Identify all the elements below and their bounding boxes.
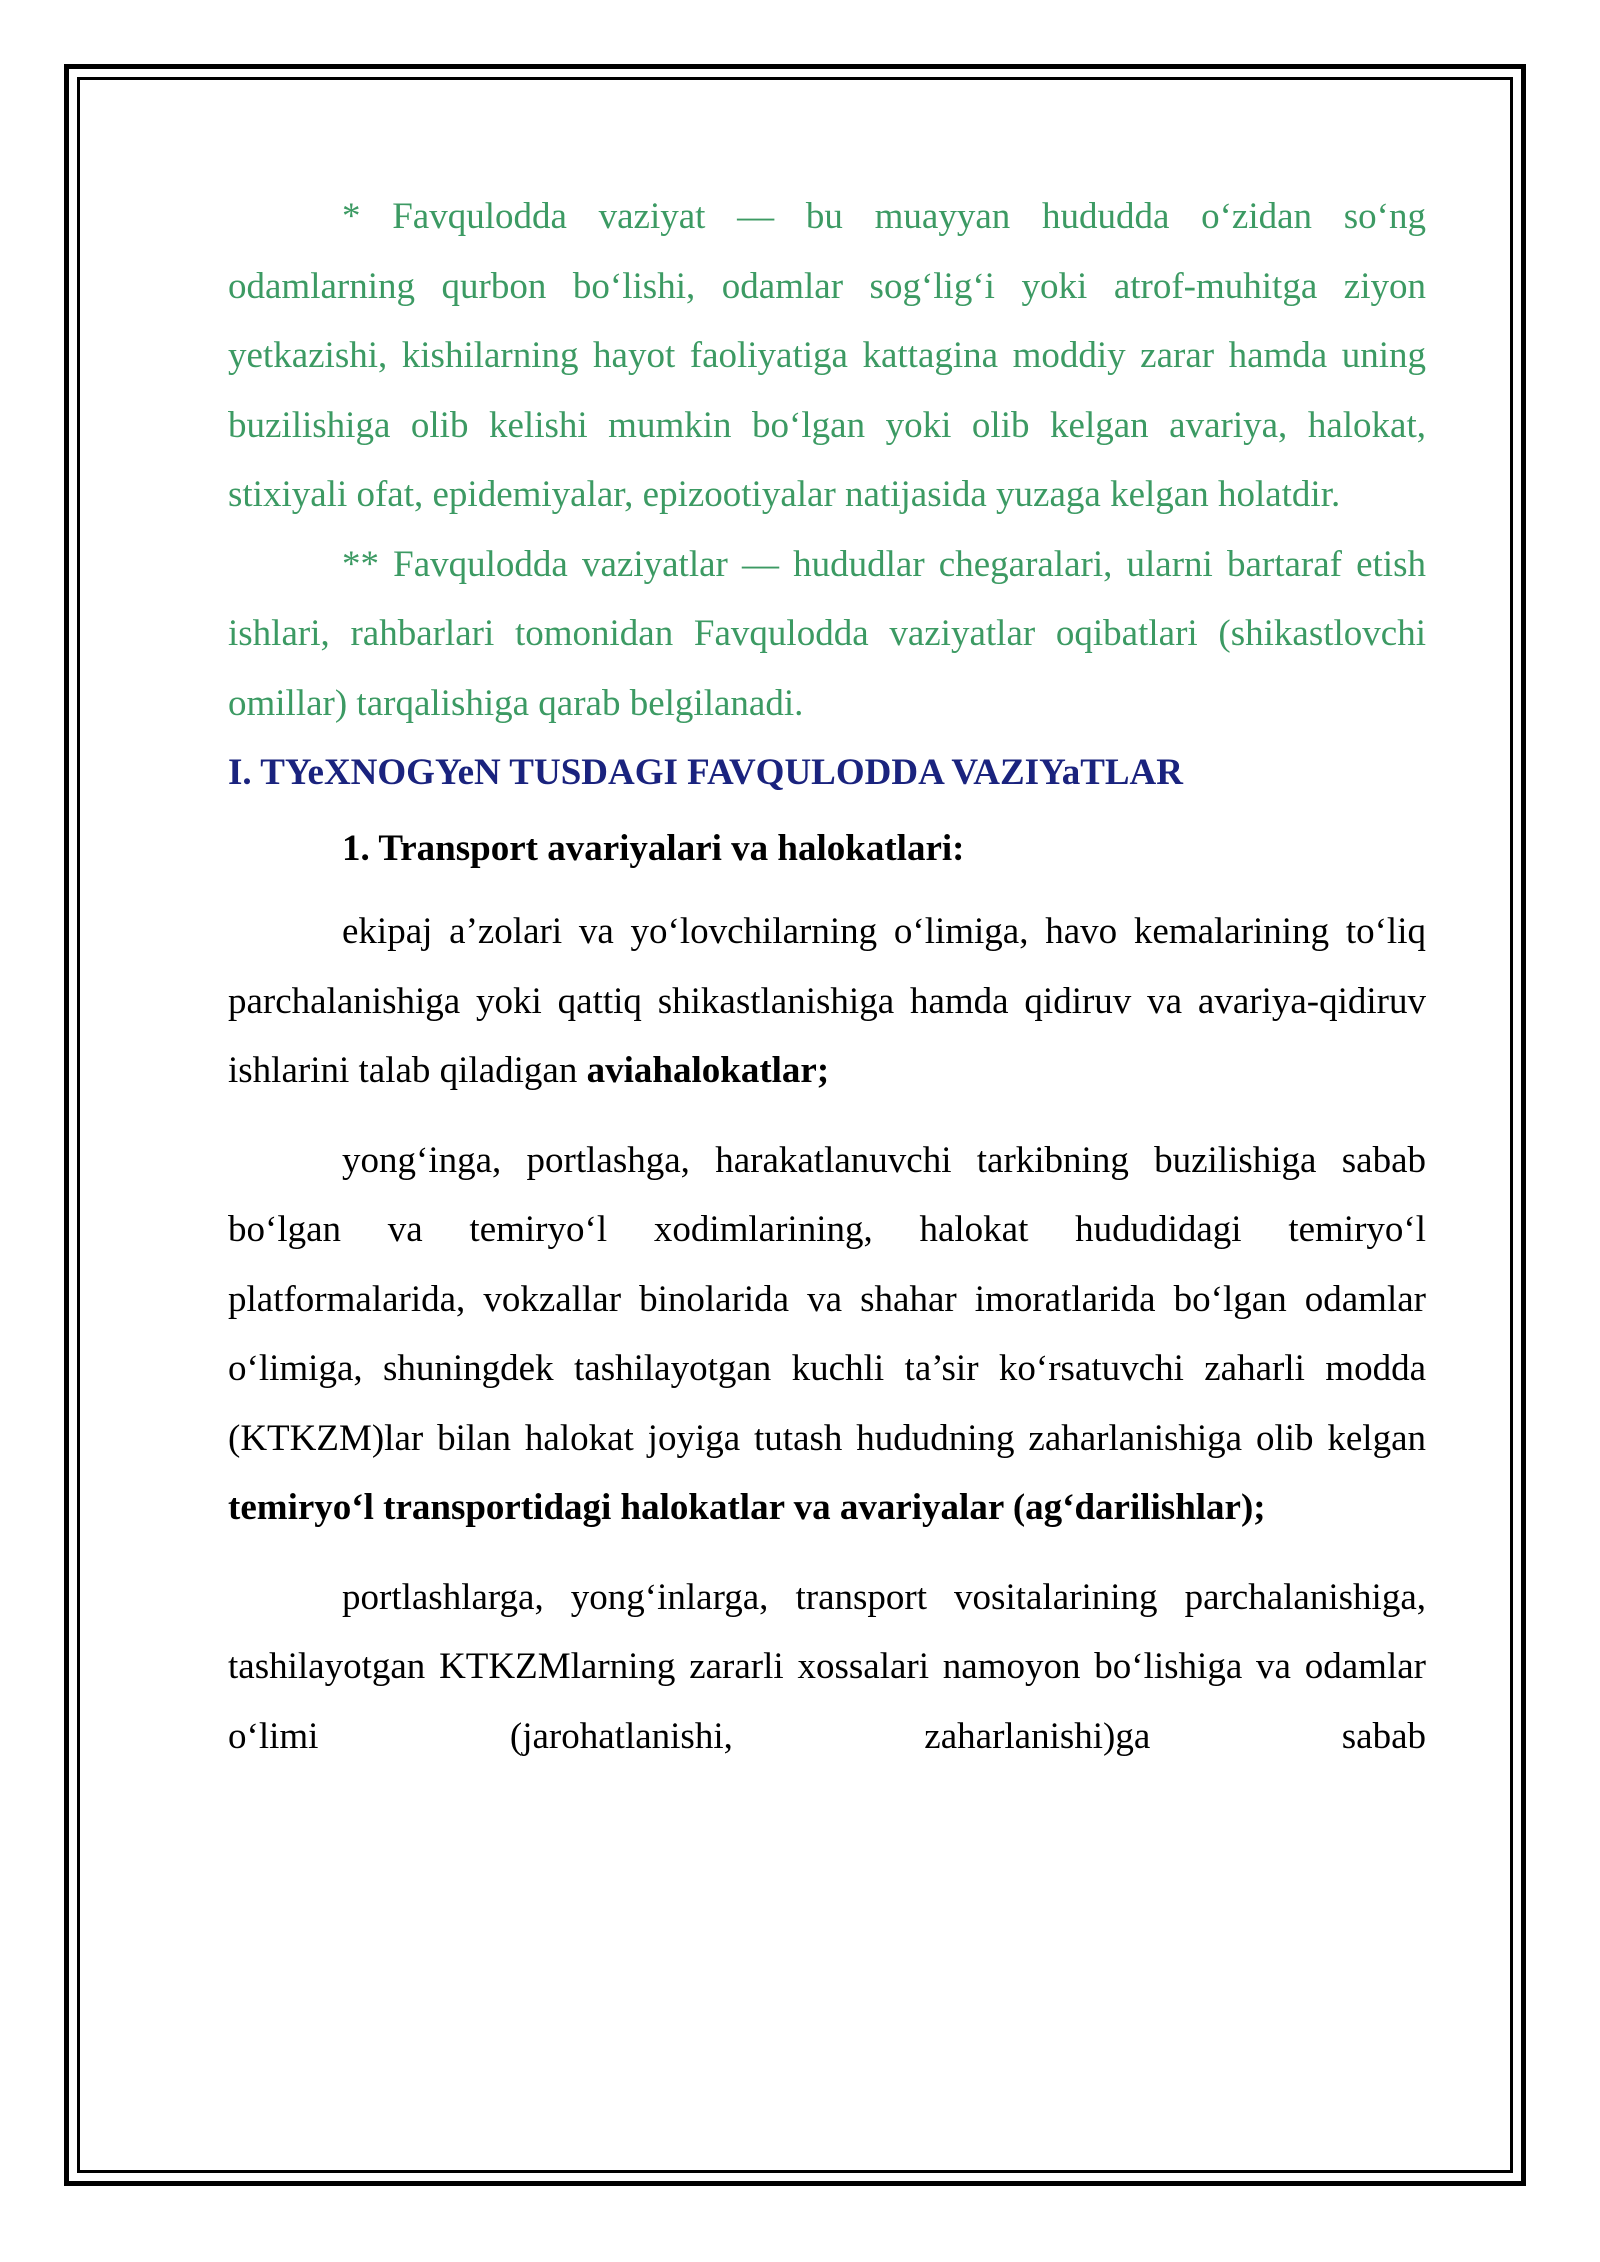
section-heading: I. TYeXNOGYeN TUSDAGI FAVQULODDA VAZIYaTLAR <box>228 752 1183 793</box>
footnote-1: * Favqulodda vaziyat — bu muayyan hududda o‘zidan so‘ng odamlarning qurbon bo‘lishi, odamlar sog‘lig‘i yoki atrof-muhitga ziyon yetkazishi, kishilarning hayot faoliyatiga kattagina moddiy zarar hamda uning buzilishiga olib kelishi mumkin bo‘lgan yoki olib kelgan avariya, halokat, stixiyali ofat, epidemiyalar, epizootiyalar natijasida yuzaga kelgan holatdir. <box>228 196 1426 515</box>
paragraph-railway-text: yong‘inga, portlashga, harakatlanuvchi tarkibning buzilishiga sabab bo‘lgan va temiryo‘l xodimlarining, halokat hududidagi temiryo‘l platformalarida, vokzallar binolarida va shahar imoratlarida bo‘lgan odamlar o‘limiga, shuningdek tashilayotgan kuchli ta’sir ko‘rsatuvchi zaharli modda (KTKZM)lar bilan halokat joyiga tutash hududning zaharlanishiga olib kelgan <box>228 1139 1426 1459</box>
paragraph-railway <box>228 1126 1426 1543</box>
paragraph-explosions-text: portlashlarga, yong‘inlarga, transport vositalarining parchalanishiga, tashilayotgan KTKZMlarning zararli xossalari namoyon bo‘lishiga va odamlar o‘limi (jarohatlanishi, zaharlanishi)ga sabab <box>228 1576 1426 1757</box>
paragraph-aviation <box>228 897 1426 1106</box>
document-body <box>228 182 1426 1771</box>
paragraph-aviation-text: ekipaj a’zolari va yo‘lovchilarning o‘limiga, havo kemalarining to‘liq parchalanishiga yoki qattiq shikastlanishiga hamda qidiruv va avariya-qidiruv ishlarini talab qiladigan <box>228 911 1426 1091</box>
footnote-2: ** Favqulodda vaziyatlar — hududlar chegaralari, ularni bartaraf etish ishlari, rahbarlari tomonidan Favqulodda vaziyatlar oqibatlari (shikastlovchi omillar) tarqalishiga qarab belgilanadi. <box>228 543 1426 724</box>
paragraph-aviation-term: aviahalokatlar; <box>586 1050 830 1091</box>
paragraph-explosions <box>228 1563 1426 1772</box>
paragraph-railway-term: temiryo‘l transportidagi halokatlar va avariyalar (ag‘darilishlar); <box>228 1487 1266 1528</box>
subsection-heading: 1. Transport avariyalari va halokatlari: <box>342 827 965 869</box>
